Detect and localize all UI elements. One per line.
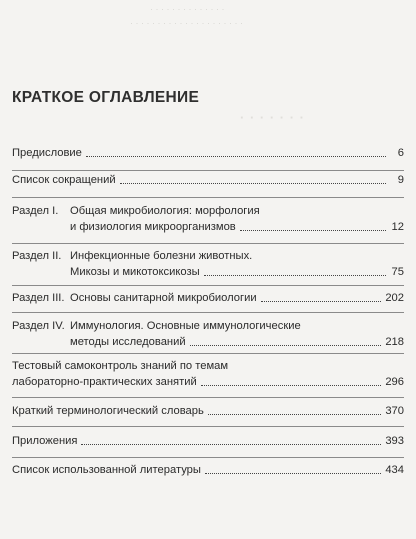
show-through-text: · · · · · · · · · · · · · · (150, 4, 225, 14)
dot-leader (81, 444, 381, 445)
toc-entry[interactable] (12, 462, 404, 478)
toc-entry-title: Общая микробиология: морфология (70, 205, 260, 217)
page-title: КРАТКОЕ ОГЛАВЛЕНИЕ (12, 89, 200, 106)
dot-leader (204, 275, 386, 276)
dot-leader (261, 301, 382, 302)
toc-section-number: Раздел IV. (12, 320, 65, 332)
toc-page-number: 75 (391, 266, 404, 278)
toc-entry[interactable] (12, 403, 404, 419)
dot-leader (205, 473, 381, 474)
toc-page-number: 434 (385, 464, 404, 476)
toc-entry[interactable] (12, 172, 404, 188)
toc-entry[interactable] (12, 318, 404, 350)
toc-page-number: 370 (385, 405, 404, 417)
toc-page-number: 393 (385, 435, 404, 447)
toc-section-number: Раздел I. (12, 205, 59, 217)
toc-page-number: 202 (385, 292, 404, 304)
toc-page-number: 12 (391, 221, 404, 233)
dot-leader (240, 230, 386, 231)
show-through-text: · · · · · · · · · · · · · · · · · · · · · (130, 18, 243, 28)
dot-leader (120, 183, 386, 184)
toc-entry-title: Инфекционные болезни животных. (70, 250, 253, 262)
dot-leader (190, 345, 382, 346)
dot-leader (201, 385, 382, 386)
toc-entry-title: и физиология микроорганизмов (70, 221, 236, 233)
divider (12, 197, 404, 198)
toc-entry[interactable] (12, 248, 404, 280)
toc-entry-title: Список использованной литературы (12, 464, 201, 476)
toc-page-number: 9 (397, 174, 404, 186)
toc-section-number: Раздел II. (12, 250, 62, 262)
toc-entry[interactable] (12, 203, 404, 235)
toc-entry-title: Тестовый самоконтроль знаний по темам (12, 360, 229, 372)
toc-entry-title: Приложения (12, 435, 78, 447)
toc-entry-title: Иммунология. Основные иммунологические (70, 320, 301, 332)
divider (12, 397, 404, 398)
divider (12, 353, 404, 354)
toc-entry-title: Предисловие (12, 147, 82, 159)
toc-entry-title: Основы санитарной микробиологии (70, 292, 257, 304)
divider (12, 243, 404, 244)
toc-page-number: 296 (385, 376, 404, 388)
toc-page-number: 6 (397, 147, 404, 159)
divider (12, 426, 404, 427)
toc-entry-title: методы исследований (70, 336, 186, 348)
toc-entry[interactable] (12, 145, 404, 161)
book-page (12, 0, 404, 539)
toc-section-number: Раздел III. (12, 292, 65, 304)
toc-entry[interactable] (12, 433, 404, 449)
divider (12, 312, 404, 313)
dot-leader (208, 414, 382, 415)
toc-entry-title: Список сокращений (12, 174, 116, 186)
divider (12, 170, 404, 171)
divider (12, 457, 404, 458)
divider (12, 285, 404, 286)
show-through-text: · · · · · · · (240, 110, 305, 125)
toc-entry[interactable] (12, 358, 404, 390)
toc-entry-title: лабораторно-практических занятий (12, 376, 197, 388)
toc-entry[interactable] (12, 290, 404, 306)
toc-entry-title: Микозы и микотоксикозы (70, 266, 200, 278)
toc-page-number: 218 (385, 336, 404, 348)
toc-entry-title: Краткий терминологический словарь (12, 405, 204, 417)
dot-leader (86, 156, 386, 157)
